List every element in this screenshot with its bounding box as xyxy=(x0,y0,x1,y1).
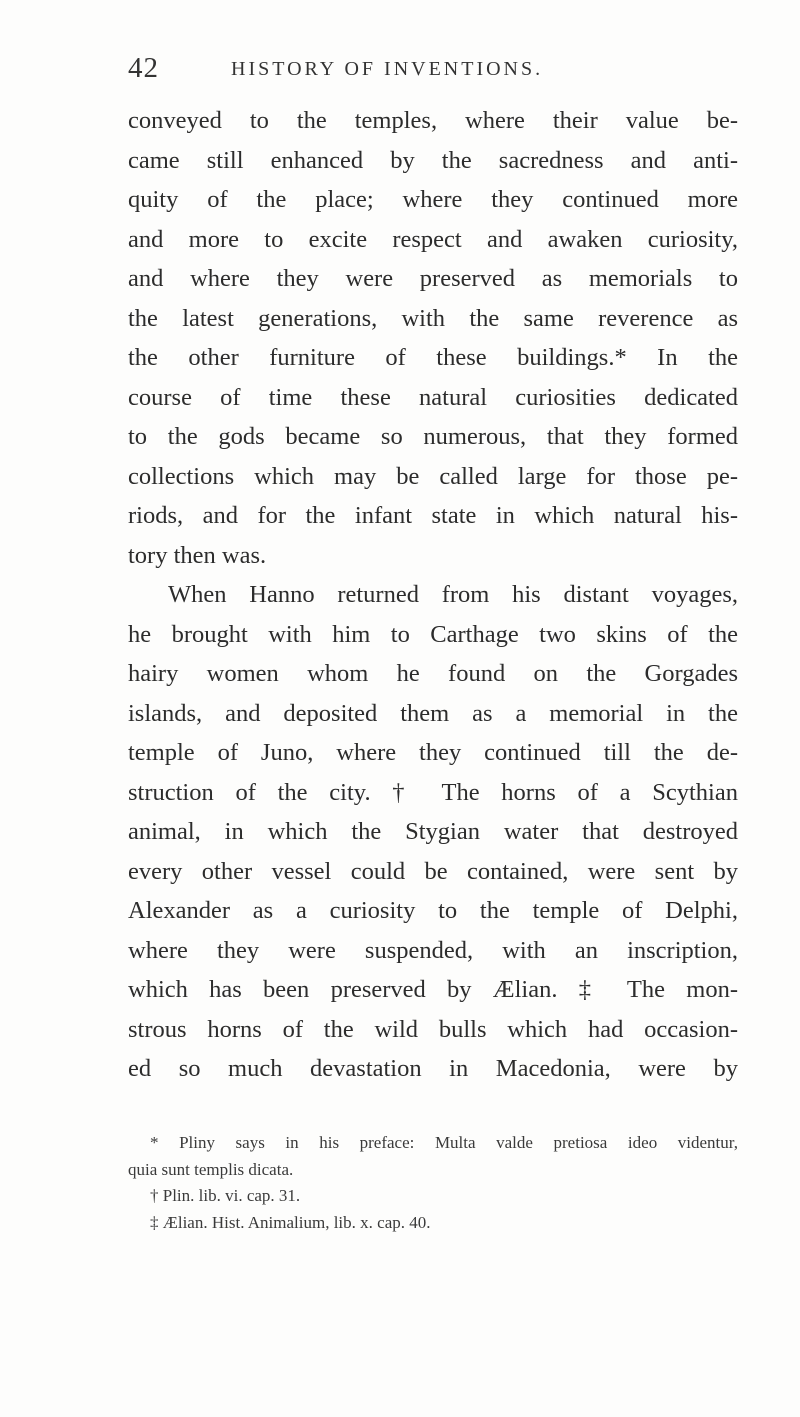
body-line: Alexander as a curiosity to the temple of Delphi, xyxy=(128,897,738,924)
running-title: HISTORY OF INVENTIONS. xyxy=(231,58,544,80)
running-head xyxy=(128,52,738,92)
body-line: conveyed to the temples, where their value be- xyxy=(128,107,738,134)
body-line: collections which may be called large for those pe- xyxy=(128,462,738,490)
body-line: islands, and deposited them as a memorial in the xyxy=(128,699,738,727)
body-text xyxy=(128,101,738,1089)
body-line: tory then was. xyxy=(128,541,267,569)
footnote-1: * Pliny says in his preface: Multa valde pretiosa ideo videntur, xyxy=(150,1133,738,1152)
footnote-3: ‡ Ælian. Hist. Animalium, lib. x. cap. 40. xyxy=(150,1212,431,1232)
body-line: hairy women whom he found on the Gorgades xyxy=(128,660,738,687)
footnote-1-continuation: quia sunt templis dicata. xyxy=(128,1159,294,1179)
body-line: he brought with him to Carthage two skins of the xyxy=(128,620,738,648)
body-line: where they were suspended, with an inscription, xyxy=(128,936,738,964)
body-line: strous horns of the wild bulls which had occasion- xyxy=(128,1015,738,1043)
body-line: and where they were preserved as memorials to xyxy=(128,265,738,292)
page-number: 42 xyxy=(128,52,159,84)
body-line: the other furniture of these buildings.* In the xyxy=(128,344,738,371)
body-line: to the gods became so numerous, that they formed xyxy=(128,423,738,450)
footnote-2: † Plin. lib. vi. cap. 31. xyxy=(150,1186,301,1205)
footnotes xyxy=(128,1130,738,1236)
body-line: struction of the city. † The horns of a Scythian xyxy=(128,778,738,806)
body-line: the latest generations, with the same reverence as xyxy=(128,304,738,332)
body-line: temple of Juno, where they continued till the de- xyxy=(128,739,738,766)
body-line: and more to excite respect and awaken curiosity, xyxy=(128,225,738,253)
body-line: which has been preserved by Ælian. ‡ The mon- xyxy=(128,976,738,1003)
body-line: every other vessel could be contained, were sent by xyxy=(128,857,738,885)
body-line: ed so much devastation in Macedonia, were by xyxy=(128,1055,738,1082)
body-line: animal, in which the Stygian water that destroyed xyxy=(128,818,738,845)
body-line: quity of the place; where they continued more xyxy=(128,186,738,213)
paragraph-start-line: When Hanno returned from his distant voyages, xyxy=(168,581,738,608)
body-line: riods, and for the infant state in which natural his- xyxy=(128,502,738,529)
body-line: came still enhanced by the sacredness and anti- xyxy=(128,146,738,174)
body-line: course of time these natural curiosities dedicated xyxy=(128,383,738,411)
